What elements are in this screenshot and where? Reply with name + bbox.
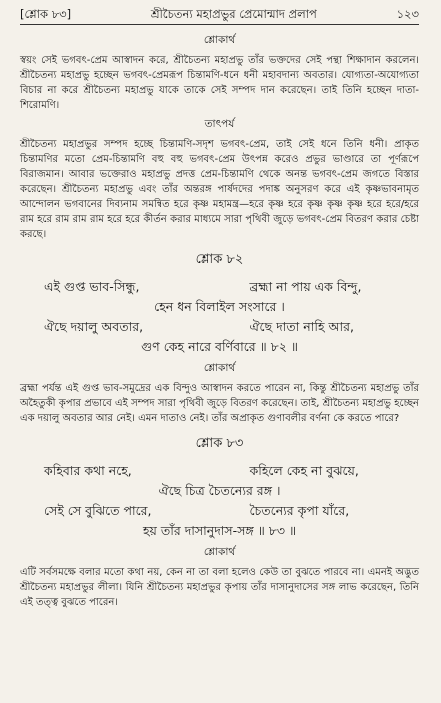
verse-83 xyxy=(20,461,419,541)
verse-line: ব্রহ্মা না পায় এক বিন্দু, xyxy=(249,279,362,294)
section-heading-purport: তাৎপর্য xyxy=(204,118,235,130)
verse-82 xyxy=(20,277,419,357)
verse-reference: [শ্লোক ৮৩] xyxy=(20,7,72,21)
verse-line: কহিলে কেহ না বুঝয়ে, xyxy=(249,463,359,478)
verse-line: ঐছে চিত্র চৈতন্যের রঙ্গ । xyxy=(158,483,281,498)
verse-line: কহিবার কথা নহে, xyxy=(44,463,132,478)
translation-paragraph: এটি সর্বসমক্ষে বলার মতো কথা নয়, কেন না তা বলা হলেও কেউ তা বুঝতে পারবে না। এমনই অদ্ভুত শ্রীচৈতন্য মহাপ্রভুর লীলা। যিনি শ্রীচৈতন্য মহাপ্রভুর কৃপায় তাঁর দাসানুদাসের সঙ্গ লাভ করেছেন, তিনি এই তত্ত্ব বুঝতে পারেন। xyxy=(20,567,419,608)
verse-heading-82: শ্লোক ৮২ xyxy=(195,252,244,267)
running-title: শ্রীচৈতন্য মহাপ্রভুর প্রেমোন্মাদ প্রলাপ xyxy=(150,7,317,21)
verse-line: ঐছে দাতা নাহি আর, xyxy=(249,319,354,334)
purport-paragraph: শ্রীচৈতন্য মহাপ্রভুর সম্পদ হচ্ছে চিন্তামণি-সদৃশ ভগবৎ-প্রেম, তাই সেই ধনে তিনি ধনী। প্রাকৃত চিন্তামণির মতো প্রেম-চিন্তামণি বহু বহু ভগবৎ-প্রেম উৎপন্ন করেও প্রভুর ভাণ্ডারে তা পূর্ণরূপে বিরাজমান। আবার ভক্তেরাও মহাপ্রভু প্রদত্ত প্রেম-চিন্তামণি থেকে অনন্ত ভগবৎ-প্রেম জগতে বিস্তার করেছেন। শ্রীচৈতন্য মহাপ্রভু এবং তাঁর অন্তরঙ্গ পার্ষদদের পদাঙ্ক অনুসরণ করে এই কৃষ্ণভাবনামৃত আন্দোলন ভগবানের দিব্যনাম সমন্বিত হরে কৃষ্ণ মহামন্ত্র—হরে কৃষ্ণ হরে কৃষ্ণ কৃষ্ণ কৃষ্ণ হরে হরে/হরে রাম হরে রাম রাম রাম হরে হরে কীর্তন করার মাধ্যমে সারা পৃথিবী জুড়ে ভগবৎ-প্রেম বিতরণ করার চেষ্টা করছে। xyxy=(20,139,419,240)
section-heading-translation: শ্লোকার্থ xyxy=(203,34,236,46)
verse-line: হেন ধন বিলাইল সংসারে । xyxy=(154,299,285,314)
translation-paragraph: ব্রহ্মা পর্যন্ত এই গুপ্ত ভাব-সমুদ্রের এক বিন্দুও আস্বাদন করতে পারেন না, কিন্তু শ্রীচৈতন্য মহাপ্রভু তাঁর অহৈতুকী কৃপার প্রভাবে এই সম্পদ সারা পৃথিবী জুড়ে বিতরণ করেছেন। তাই, শ্রীচৈতন্য মহাপ্রভু হচ্ছেন এক দয়ালু অবতার আর নেই। এমন দাতাও নেই। তাঁর অপ্রাকৃত গুণাবলীর বর্ণনা কে করতে পারে? xyxy=(20,383,419,424)
section-heading-translation: শ্লোকার্থ xyxy=(203,362,236,374)
section-heading-translation: শ্লোকার্থ xyxy=(203,546,236,558)
page-number: ১২৩ xyxy=(396,7,419,21)
translation-paragraph: স্বয়ং সেই ভগবৎ-প্রেম আস্বাদন করে, শ্রীচৈতন্য মহাপ্রভু তাঁর ভক্তদের সেই পন্থা শিক্ষাদান করলেন। শ্রীচৈতন্য মহাপ্রভু হচ্ছেন ভগবৎ-প্রেমরূপ চিন্তামণি-ধনে ধনী মহাবদান্য অবতার। যোগ্যতা-অযোগ্যতা বিচার না করে শ্রীচৈতন্য মহাপ্রভু যাকে তাকে সেই সম্পদ দান করেছেন। তাই তিনি হচ্ছেন দাতা-শিরোমণি। xyxy=(20,55,419,111)
verse-line: ঐছে দয়ালু অবতার, xyxy=(44,319,144,334)
verse-heading-83: শ্লোক ৮৩ xyxy=(195,436,244,451)
verse-line: গুণ কেহ নারে বর্ণিবারে ॥ ৮২ ॥ xyxy=(141,339,298,354)
verse-line: সেই সে বুঝিতে পারে, xyxy=(44,503,152,518)
verse-line: এই গুপ্ত ভাব-সিন্ধু, xyxy=(44,279,140,294)
page-header xyxy=(20,6,419,22)
verse-line: হয় তাঁর দাসানুদাস-সঙ্গ ॥ ৮৩ ॥ xyxy=(142,523,297,538)
verse-line: চৈতন্যের কৃপা যাঁরে, xyxy=(249,503,350,518)
